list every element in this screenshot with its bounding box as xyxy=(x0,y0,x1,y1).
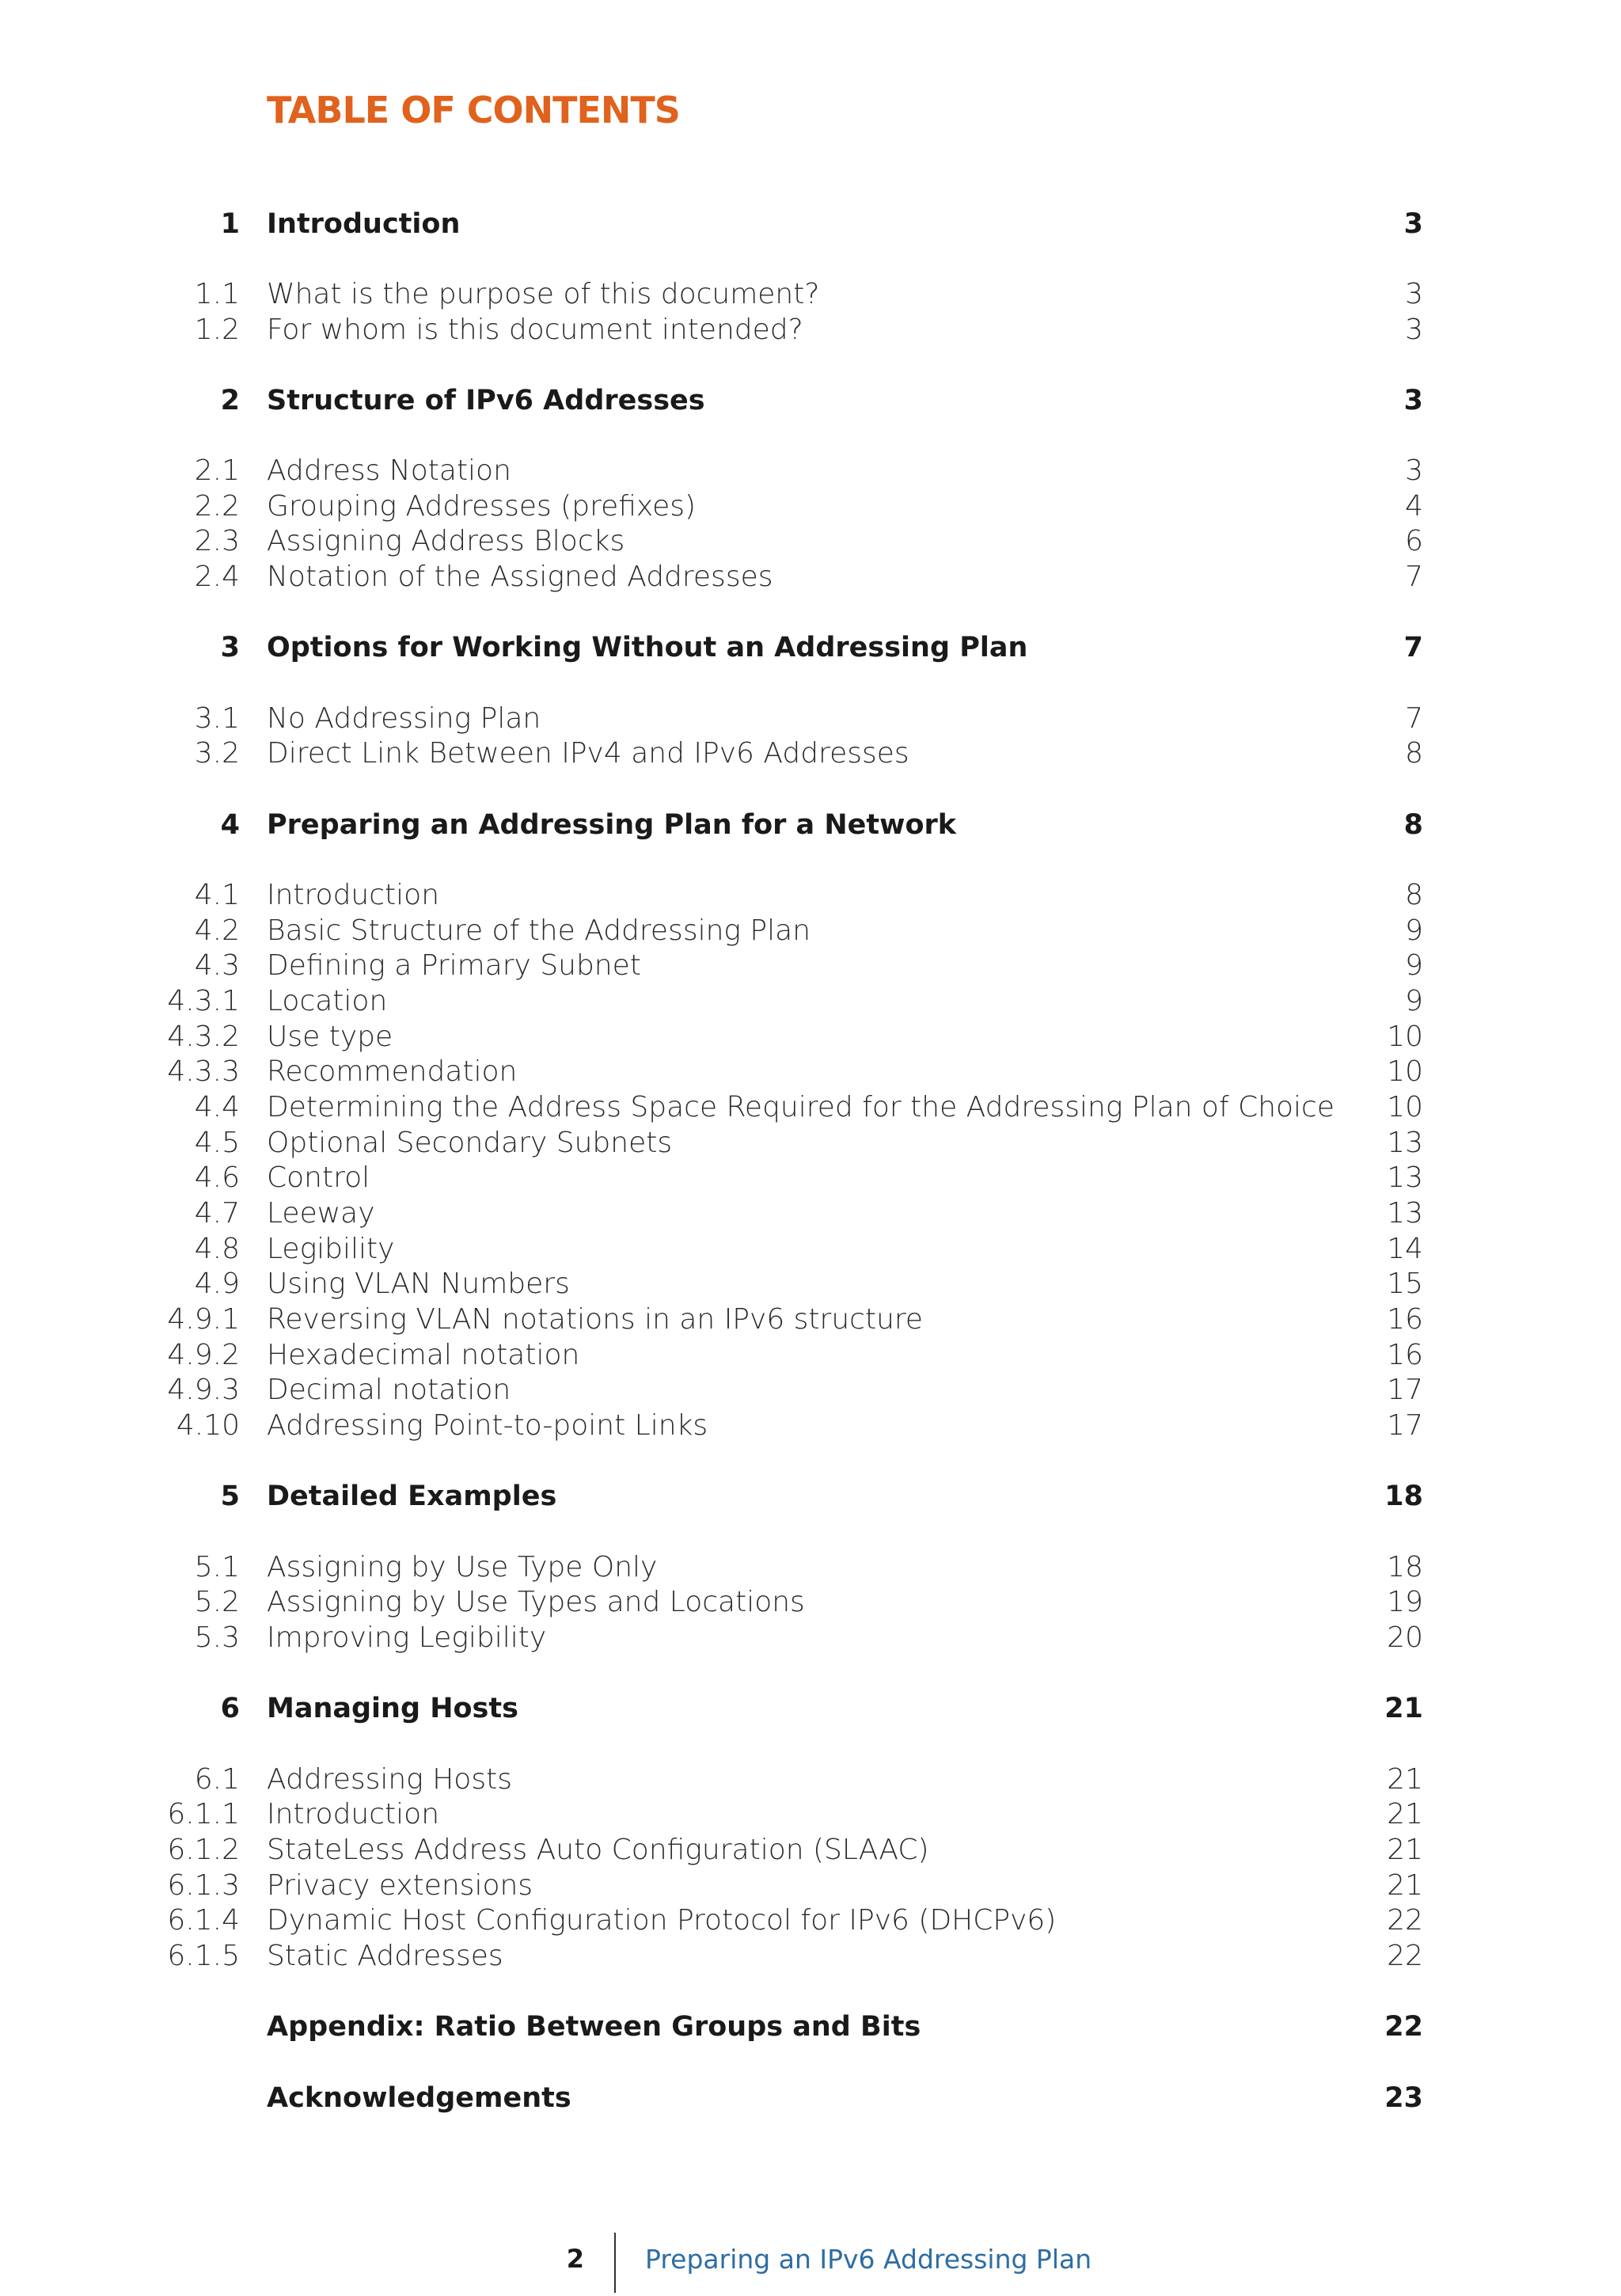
toc-chapter[interactable] xyxy=(0,1478,1621,1515)
toc-label: Reversing VLAN notations in an IPv6 structure xyxy=(267,1303,924,1336)
toc-number: 1 xyxy=(220,208,240,240)
toc-chapter[interactable] xyxy=(0,1690,1621,1727)
toc-section[interactable] xyxy=(0,1125,1621,1161)
toc-number: 2.2 xyxy=(194,490,240,523)
toc-label: Control xyxy=(267,1161,370,1194)
toc-number: 5.3 xyxy=(194,1621,240,1654)
toc-number: 1.2 xyxy=(194,314,240,346)
toc-page-number: 17 xyxy=(1387,1409,1423,1442)
toc-label: Using VLAN Numbers xyxy=(267,1268,570,1300)
toc-label: Options for Working Without an Addressing Plan xyxy=(267,632,1028,663)
toc-number: 5 xyxy=(220,1481,240,1512)
toc-page-number: 3 xyxy=(1405,314,1423,346)
toc-number: 4.9.2 xyxy=(167,1339,240,1371)
toc-number: 4.2 xyxy=(194,914,240,947)
toc-label: Determining the Address Space Required for the Addressing Plan of Choice xyxy=(267,1091,1334,1123)
toc-label: For whom is this document intended? xyxy=(267,314,803,346)
toc-number: 5.2 xyxy=(194,1586,240,1618)
toc-section[interactable] xyxy=(0,1868,1621,1904)
toc-label: Notation of the Assigned Addresses xyxy=(267,561,773,593)
toc-chapter[interactable] xyxy=(0,206,1621,242)
toc-label: Assigning by Use Type Only xyxy=(267,1551,658,1583)
toc-label: Dynamic Host Configuration Protocol for IPv6 (DHCPv6) xyxy=(267,1904,1057,1937)
toc-label: Introduction xyxy=(267,208,461,240)
toc-section[interactable] xyxy=(0,276,1621,313)
toc-number: 4.3.2 xyxy=(167,1021,240,1053)
toc-chapter[interactable] xyxy=(0,2080,1621,2116)
toc-label: Managing Hosts xyxy=(267,1693,518,1724)
toc-label: Legibility xyxy=(267,1233,395,1265)
toc-page-number: 8 xyxy=(1403,809,1423,841)
toc-page-number: 21 xyxy=(1387,1798,1423,1830)
toc-section[interactable] xyxy=(0,983,1621,1020)
page-title: TABLE OF CONTENTS xyxy=(267,89,680,131)
toc-section[interactable] xyxy=(0,948,1621,984)
toc-page-number: 7 xyxy=(1403,632,1423,663)
toc-label: Acknowledgements xyxy=(267,2082,571,2114)
toc-label: Defining a Primary Subnet xyxy=(267,949,641,982)
toc-label: Appendix: Ratio Between Groups and Bits xyxy=(267,2011,921,2043)
toc-page-number: 13 xyxy=(1387,1161,1423,1194)
toc-page-number: 7 xyxy=(1405,702,1423,735)
toc-section[interactable] xyxy=(0,453,1621,489)
toc-number: 4.5 xyxy=(194,1127,240,1159)
toc-section[interactable] xyxy=(0,1337,1621,1374)
toc-page-number: 18 xyxy=(1387,1551,1423,1583)
toc-number: 5.1 xyxy=(194,1551,240,1583)
toc-page-number: 9 xyxy=(1405,985,1423,1017)
toc-section[interactable] xyxy=(0,1160,1621,1196)
toc-label: Basic Structure of the Addressing Plan xyxy=(267,914,811,947)
toc-number: 6.1.3 xyxy=(167,1869,240,1902)
toc-number: 2.3 xyxy=(194,525,240,557)
toc-page-number: 3 xyxy=(1403,385,1423,416)
toc-page-number: 16 xyxy=(1387,1303,1423,1336)
toc-label: Addressing Point-to-point Links xyxy=(267,1409,708,1442)
toc-page-number: 13 xyxy=(1387,1197,1423,1230)
toc-section[interactable] xyxy=(0,1019,1621,1055)
toc-number: 2.4 xyxy=(194,561,240,593)
toc-page-number: 16 xyxy=(1387,1339,1423,1371)
toc-number: 6 xyxy=(220,1693,240,1724)
toc-label: Detailed Examples xyxy=(267,1481,557,1512)
toc-number: 4.3 xyxy=(194,949,240,982)
toc-page-number: 21 xyxy=(1384,1693,1423,1724)
toc-number: 4 xyxy=(220,809,240,841)
toc-page-number: 17 xyxy=(1387,1374,1423,1406)
toc-section[interactable] xyxy=(0,1196,1621,1232)
toc-page-number: 14 xyxy=(1387,1233,1423,1265)
toc-page-number: 20 xyxy=(1387,1621,1423,1654)
toc-page-number: 13 xyxy=(1387,1127,1423,1159)
toc-page-number: 21 xyxy=(1387,1834,1423,1866)
toc-label: Introduction xyxy=(267,879,440,911)
toc-number: 4.4 xyxy=(194,1091,240,1123)
footer-document-title: Preparing an IPv6 Addressing Plan xyxy=(645,2244,1092,2275)
toc-page-number: 18 xyxy=(1384,1481,1423,1512)
toc-page-number: 9 xyxy=(1405,914,1423,947)
toc-label: Assigning by Use Types and Locations xyxy=(267,1586,805,1618)
toc-section[interactable] xyxy=(0,312,1621,348)
toc-section[interactable] xyxy=(0,1231,1621,1268)
toc-number: 6.1.5 xyxy=(167,1940,240,1972)
toc-label: Improving Legibility xyxy=(267,1621,547,1654)
toc-number: 4.1 xyxy=(194,879,240,911)
toc-section[interactable] xyxy=(0,1620,1621,1656)
toc-page-number: 22 xyxy=(1387,1904,1423,1937)
toc-label: Introduction xyxy=(267,1798,440,1830)
toc-page-number: 10 xyxy=(1387,1055,1423,1088)
toc-section[interactable] xyxy=(0,1089,1621,1126)
toc-section[interactable] xyxy=(0,877,1621,914)
toc-section[interactable] xyxy=(0,913,1621,949)
toc-label: Direct Link Between IPv4 and IPv6 Addresses xyxy=(267,737,909,770)
toc-number: 1.1 xyxy=(194,278,240,310)
toc-section[interactable] xyxy=(0,1762,1621,1798)
toc-label: Optional Secondary Subnets xyxy=(267,1127,673,1159)
toc-number: 2.1 xyxy=(194,454,240,487)
toc-page-number: 23 xyxy=(1384,2082,1423,2114)
toc-section[interactable] xyxy=(0,1832,1621,1868)
toc-number: 4.3.3 xyxy=(167,1055,240,1088)
toc-number: 4.7 xyxy=(194,1197,240,1230)
toc-label: Decimal notation xyxy=(267,1374,511,1406)
toc-section[interactable] xyxy=(0,523,1621,560)
toc-label: Location xyxy=(267,985,388,1017)
toc-label: Use type xyxy=(267,1021,393,1053)
toc-page-number: 21 xyxy=(1387,1869,1423,1902)
toc-page-number: 8 xyxy=(1405,737,1423,770)
toc-label: Static Addresses xyxy=(267,1940,503,1972)
toc-number: 3.2 xyxy=(194,737,240,770)
toc-number: 3.1 xyxy=(194,702,240,735)
toc-chapter[interactable] xyxy=(0,629,1621,666)
toc-page-number: 15 xyxy=(1387,1268,1423,1300)
toc-section[interactable] xyxy=(0,1938,1621,1975)
toc-section[interactable] xyxy=(0,1054,1621,1090)
toc-section[interactable] xyxy=(0,1796,1621,1833)
toc-label: Address Notation xyxy=(267,454,511,487)
toc-page-number: 3 xyxy=(1405,454,1423,487)
toc-page-number: 22 xyxy=(1384,2011,1423,2043)
toc-number: 4.6 xyxy=(194,1161,240,1194)
toc-number: 4.10 xyxy=(176,1409,240,1442)
toc-label: Hexadecimal notation xyxy=(267,1339,580,1371)
toc-label: Preparing an Addressing Plan for a Network xyxy=(267,809,957,841)
toc-number: 6.1.2 xyxy=(167,1834,240,1866)
toc-page-number: 22 xyxy=(1387,1940,1423,1972)
toc-label: Addressing Hosts xyxy=(267,1763,512,1796)
toc-page-number: 19 xyxy=(1387,1586,1423,1618)
toc-number: 6.1.1 xyxy=(167,1798,240,1830)
toc-section[interactable] xyxy=(0,1372,1621,1408)
toc-section[interactable] xyxy=(0,1302,1621,1338)
toc-section[interactable] xyxy=(0,559,1621,595)
toc-number: 6.1 xyxy=(194,1763,240,1796)
toc-number: 4.8 xyxy=(194,1233,240,1265)
toc-label: What is the purpose of this document? xyxy=(267,278,820,310)
footer-page-number: 2 xyxy=(566,2244,584,2274)
toc-label: Grouping Addresses (prefixes) xyxy=(267,490,697,523)
toc-chapter[interactable] xyxy=(0,2009,1621,2045)
toc-number: 3 xyxy=(220,632,240,663)
toc-number: 6.1.4 xyxy=(167,1904,240,1937)
toc-page-number: 3 xyxy=(1405,278,1423,310)
toc-chapter[interactable] xyxy=(0,807,1621,843)
toc-number: 4.3.1 xyxy=(167,985,240,1017)
toc-section[interactable] xyxy=(0,488,1621,525)
toc-page-number: 10 xyxy=(1387,1021,1423,1053)
toc-label: Privacy extensions xyxy=(267,1869,533,1902)
toc-label: Recommendation xyxy=(267,1055,518,1088)
toc-section[interactable] xyxy=(0,736,1621,772)
toc-section[interactable] xyxy=(0,1266,1621,1302)
toc-number: 4.9.1 xyxy=(167,1303,240,1336)
toc-label: StateLess Address Auto Configuration (SLAAC) xyxy=(267,1834,929,1866)
toc-section[interactable] xyxy=(0,1408,1621,1444)
toc-label: Structure of IPv6 Addresses xyxy=(267,385,705,416)
page-footer xyxy=(0,2233,1621,2296)
toc-page-number: 4 xyxy=(1405,490,1423,523)
toc-number: 4.9.3 xyxy=(167,1374,240,1406)
toc-page-number: 9 xyxy=(1405,949,1423,982)
toc-chapter[interactable] xyxy=(0,382,1621,419)
toc-page-number: 10 xyxy=(1387,1091,1423,1123)
toc-number: 2 xyxy=(220,385,240,416)
toc-label: Leeway xyxy=(267,1197,375,1230)
toc-page-number: 6 xyxy=(1405,525,1423,557)
toc-label: Assigning Address Blocks xyxy=(267,525,625,557)
toc-page-number: 21 xyxy=(1387,1763,1423,1796)
toc-number: 4.9 xyxy=(194,1268,240,1300)
toc-page-number: 8 xyxy=(1405,879,1423,911)
toc-section[interactable] xyxy=(0,1549,1621,1586)
footer-divider xyxy=(614,2233,616,2293)
toc-label: No Addressing Plan xyxy=(267,702,541,735)
toc-page-number: 7 xyxy=(1405,561,1423,593)
toc-section[interactable] xyxy=(0,1903,1621,1939)
toc-section[interactable] xyxy=(0,701,1621,737)
toc-page-number: 3 xyxy=(1403,208,1423,240)
toc-section[interactable] xyxy=(0,1584,1621,1621)
